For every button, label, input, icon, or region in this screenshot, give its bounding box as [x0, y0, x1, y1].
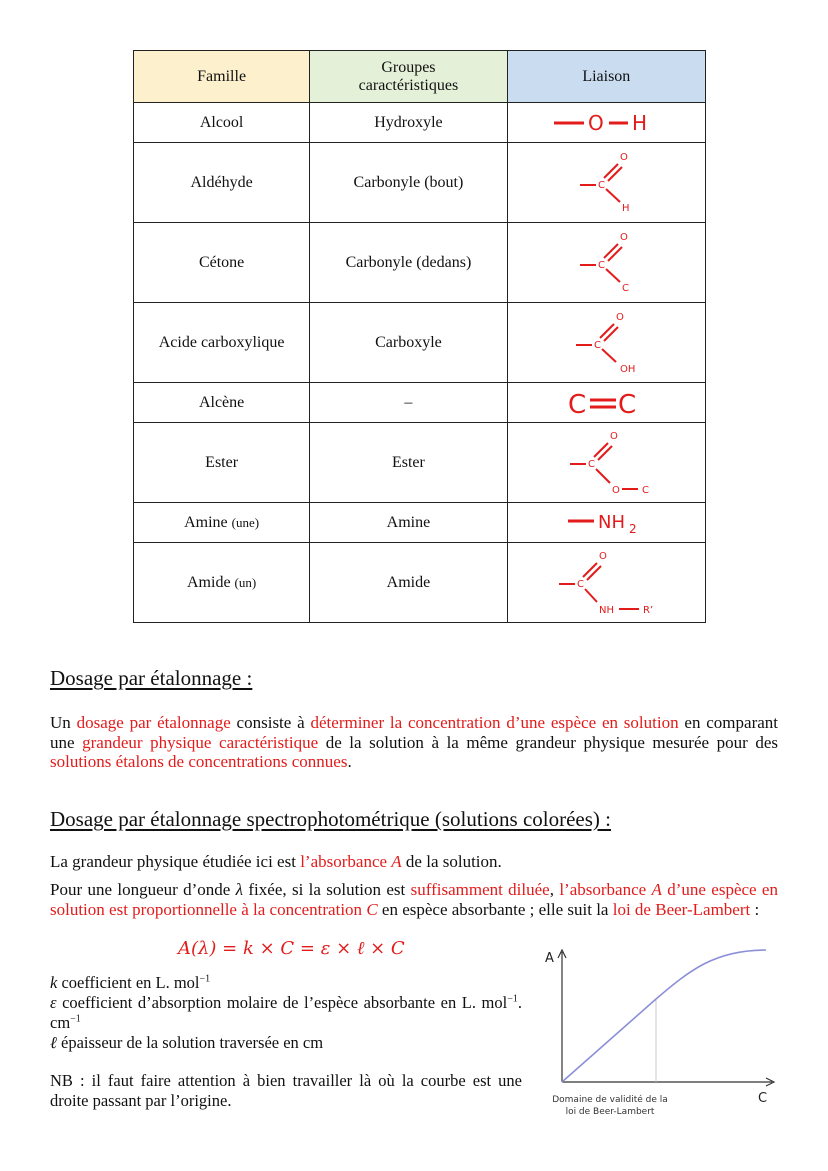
cell-famille: Amine (une) [134, 503, 310, 543]
paragraph-dosage-definition: Un dosage par étalonnage consiste à déterminer la concentration d’une espèce en solution en comparant une grandeur physique caractéristique de la solution à la même grandeur physique mesurée pour des solutions étalons de concentrations connues. [50, 713, 778, 771]
paragraph-beer-lambert: Pour une longueur d’onde λ fixée, si la solution est suffisamment diluée, l’absorbance A d’une espèce en solution est proportionnelle à la concentration C en espèce absorbante ; elle suit la loi de Beer-Lambert : [50, 880, 778, 919]
svg-text:C: C [618, 389, 637, 420]
functional-groups-table [133, 50, 706, 623]
cell-famille: Aldéhyde [134, 143, 310, 223]
x-axis-label: C [758, 1091, 768, 1106]
cell-groupe: Carboxyle [310, 303, 507, 383]
definition-k: k coefficient en L. mol$^{-1}$ [50, 973, 211, 992]
ester-structure [556, 427, 656, 499]
svg-text:NH: NH [599, 604, 615, 616]
y-axis-label: A [545, 951, 554, 966]
aldehyde-structure [566, 148, 646, 218]
svg-text:C: C [594, 339, 602, 351]
svg-text:C: C [568, 389, 587, 420]
cell-liaison [507, 303, 705, 383]
cell-liaison [507, 143, 705, 223]
cell-liaison [507, 503, 705, 543]
cell-liaison [507, 223, 705, 303]
absorbance-curve [562, 950, 766, 1082]
cell-liaison [507, 423, 705, 503]
cell-famille: Alcool [134, 103, 310, 143]
svg-text:O: O [599, 550, 608, 562]
cell-famille: Acide carboxylique [134, 303, 310, 383]
alkene-structure [556, 386, 656, 420]
table-row [134, 503, 706, 543]
cell-groupe: Carbonyle (dedans) [310, 223, 507, 303]
svg-text:H: H [632, 110, 648, 135]
table-row [134, 303, 706, 383]
section-title-spectro: Dosage par étalonnage spectrophotométrique (solutions colorées) : [50, 807, 611, 831]
definition-epsilon: ε coefficient d’absorption molaire de l’espèce absorbante en L. mol$^{-1}$. $cm^{-1}$ [50, 993, 522, 1032]
table-row [134, 223, 706, 303]
header-famille: Famille [134, 51, 310, 103]
cell-groupe: Carbonyle (bout) [310, 143, 507, 223]
svg-text:O: O [610, 430, 619, 442]
absorbance-graph [530, 940, 790, 1130]
svg-text:C: C [598, 259, 606, 271]
table-row [134, 423, 706, 503]
svg-text:O: O [616, 311, 625, 323]
amine-structure [556, 508, 656, 538]
cell-famille: Cétone [134, 223, 310, 303]
paragraph-absorbance: La grandeur physique étudiée ici est l’absorbance A de la solution. [50, 852, 502, 871]
cell-liaison [507, 543, 705, 623]
header-liaison: Liaison [507, 51, 705, 103]
svg-text:C: C [577, 578, 585, 590]
table-row [134, 143, 706, 223]
cell-liaison [507, 103, 705, 143]
graph-caption-1: Domaine de validité de la [552, 1095, 668, 1105]
amide-structure [551, 547, 661, 619]
svg-text:C: C [622, 282, 630, 294]
svg-text:O: O [620, 231, 629, 243]
table-header-row [134, 51, 706, 103]
svg-text:OH: OH [620, 363, 636, 375]
svg-text:2: 2 [629, 521, 637, 536]
table-row [134, 543, 706, 623]
graph-caption-2: loi de Beer-Lambert [565, 1107, 655, 1117]
cell-groupe: Hydroxyle [310, 103, 507, 143]
svg-text:C: C [598, 179, 606, 191]
ketone-structure [566, 228, 646, 298]
table-row [134, 103, 706, 143]
table-row [134, 383, 706, 423]
beer-lambert-formula: A(λ) = k × C = ε × ℓ × C [178, 938, 405, 959]
nb-note: NB : il faut faire attention à bien travailler là où la courbe est une droite passant par l’origine. [50, 1071, 522, 1110]
section-title-dosage: Dosage par étalonnage : [50, 666, 253, 690]
hydroxyl-structure [546, 108, 666, 138]
carboxyl-structure [566, 308, 646, 378]
cell-groupe: Ester [310, 423, 507, 503]
cell-groupe: – [310, 383, 507, 423]
svg-text:O: O [620, 151, 629, 163]
cell-liaison [507, 383, 705, 423]
cell-famille: Ester [134, 423, 310, 503]
svg-text:C: C [642, 484, 650, 496]
svg-text:NH: NH [598, 511, 626, 533]
svg-text:O: O [612, 484, 621, 496]
cell-groupe: Amine [310, 503, 507, 543]
cell-groupe: Amide [310, 543, 507, 623]
svg-text:C: C [588, 458, 596, 470]
svg-text:H: H [622, 202, 630, 214]
svg-text:O: O [588, 110, 605, 135]
cell-famille: Amide (un) [134, 543, 310, 623]
svg-text:R’: R’ [643, 604, 654, 616]
definition-l: ℓ épaisseur de la solution traversée en cm [50, 1033, 324, 1052]
header-groupes: Groupes caractéristiques [310, 51, 507, 103]
cell-famille: Alcène [134, 383, 310, 423]
